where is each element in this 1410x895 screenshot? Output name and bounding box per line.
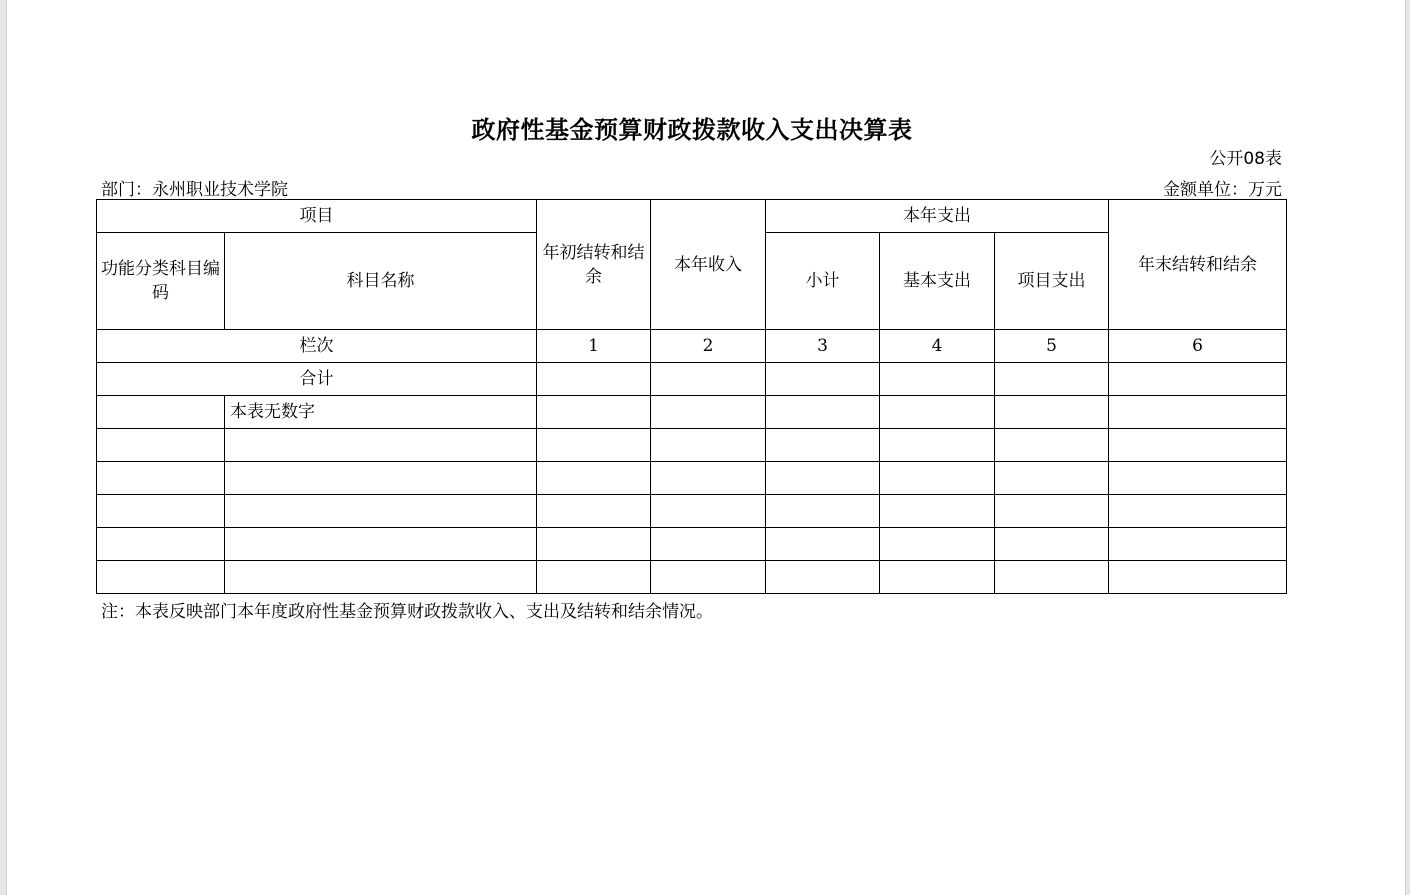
column-number-row	[97, 330, 1287, 363]
func-code-cell	[97, 396, 225, 429]
table-cell	[880, 495, 995, 528]
func-code-cell	[97, 528, 225, 561]
table-cell	[1109, 462, 1287, 495]
table-cell	[995, 495, 1109, 528]
amount-unit-label: 金额单位：万元	[1163, 180, 1282, 200]
table-cell	[651, 429, 766, 462]
table-cell	[995, 528, 1109, 561]
header-subject-name: 科目名称	[225, 233, 537, 330]
table-cell	[995, 429, 1109, 462]
table-row	[97, 495, 1287, 528]
budget-table	[96, 199, 1287, 594]
table-row	[97, 429, 1287, 462]
table-cell	[651, 495, 766, 528]
column-number-label: 栏次	[97, 330, 537, 363]
table-cell	[651, 528, 766, 561]
table-cell	[880, 528, 995, 561]
department-label: 部门：永州职业技术学院	[101, 180, 288, 200]
table-cell	[537, 462, 651, 495]
header-subtotal: 小计	[766, 233, 880, 330]
column-number: 3	[766, 330, 880, 363]
table-cell	[880, 429, 995, 462]
header-project: 项目	[97, 200, 537, 233]
header-row-1	[97, 200, 1287, 233]
subject-name-cell	[225, 528, 537, 561]
header-func-code: 功能分类科目编码	[97, 233, 225, 330]
table-cell	[766, 363, 880, 396]
table-cell	[1109, 528, 1287, 561]
table-cell	[995, 462, 1109, 495]
table-cell	[1109, 396, 1287, 429]
table-cell	[537, 561, 651, 594]
table-cell	[766, 429, 880, 462]
header-project-expense: 项目支出	[995, 233, 1109, 330]
table-cell	[880, 462, 995, 495]
table-row	[97, 396, 1287, 429]
subject-name-cell	[225, 495, 537, 528]
table-cell	[766, 462, 880, 495]
form-code: 公开08表	[1209, 149, 1282, 169]
subject-name-cell	[225, 462, 537, 495]
table-note: 注：本表反映部门本年度政府性基金预算财政拨款收入、支出及结转和结余情况。	[101, 602, 713, 622]
table-cell	[995, 363, 1109, 396]
column-number: 5	[995, 330, 1109, 363]
table-cell	[880, 396, 995, 429]
column-number: 6	[1109, 330, 1287, 363]
subject-name-cell	[225, 429, 537, 462]
report-title: 政府性基金预算财政拨款收入支出决算表	[471, 116, 913, 144]
header-begin-balance: 年初结转和结余	[537, 200, 651, 330]
header-income: 本年收入	[651, 200, 766, 330]
column-number: 4	[880, 330, 995, 363]
table-cell	[766, 396, 880, 429]
header-expense-group: 本年支出	[766, 200, 1109, 233]
window-right-edge	[1405, 0, 1410, 895]
table-cell	[766, 495, 880, 528]
total-row	[97, 363, 1287, 396]
table-cell	[651, 363, 766, 396]
table-cell	[537, 363, 651, 396]
table-cell	[1109, 429, 1287, 462]
header-end-balance: 年末结转和结余	[1109, 200, 1287, 330]
table-cell	[766, 561, 880, 594]
table-cell	[880, 561, 995, 594]
func-code-cell	[97, 561, 225, 594]
table-cell	[995, 396, 1109, 429]
subject-name-cell	[225, 561, 537, 594]
column-number: 1	[537, 330, 651, 363]
table-cell	[1109, 561, 1287, 594]
func-code-cell	[97, 462, 225, 495]
table-cell	[995, 561, 1109, 594]
table-cell	[880, 363, 995, 396]
column-number: 2	[651, 330, 766, 363]
table-cell	[537, 429, 651, 462]
table-row	[97, 528, 1287, 561]
table-row	[97, 462, 1287, 495]
total-label: 合计	[97, 363, 537, 396]
header-basic-expense: 基本支出	[880, 233, 995, 330]
table-cell	[1109, 363, 1287, 396]
subject-name-cell: 本表无数字	[225, 396, 537, 429]
table-row	[97, 561, 1287, 594]
func-code-cell	[97, 495, 225, 528]
table-cell	[1109, 495, 1287, 528]
table-cell	[537, 396, 651, 429]
table-cell	[537, 495, 651, 528]
table-cell	[651, 396, 766, 429]
table-cell	[766, 528, 880, 561]
table-cell	[537, 528, 651, 561]
table-cell	[651, 462, 766, 495]
table-cell	[651, 561, 766, 594]
func-code-cell	[97, 429, 225, 462]
